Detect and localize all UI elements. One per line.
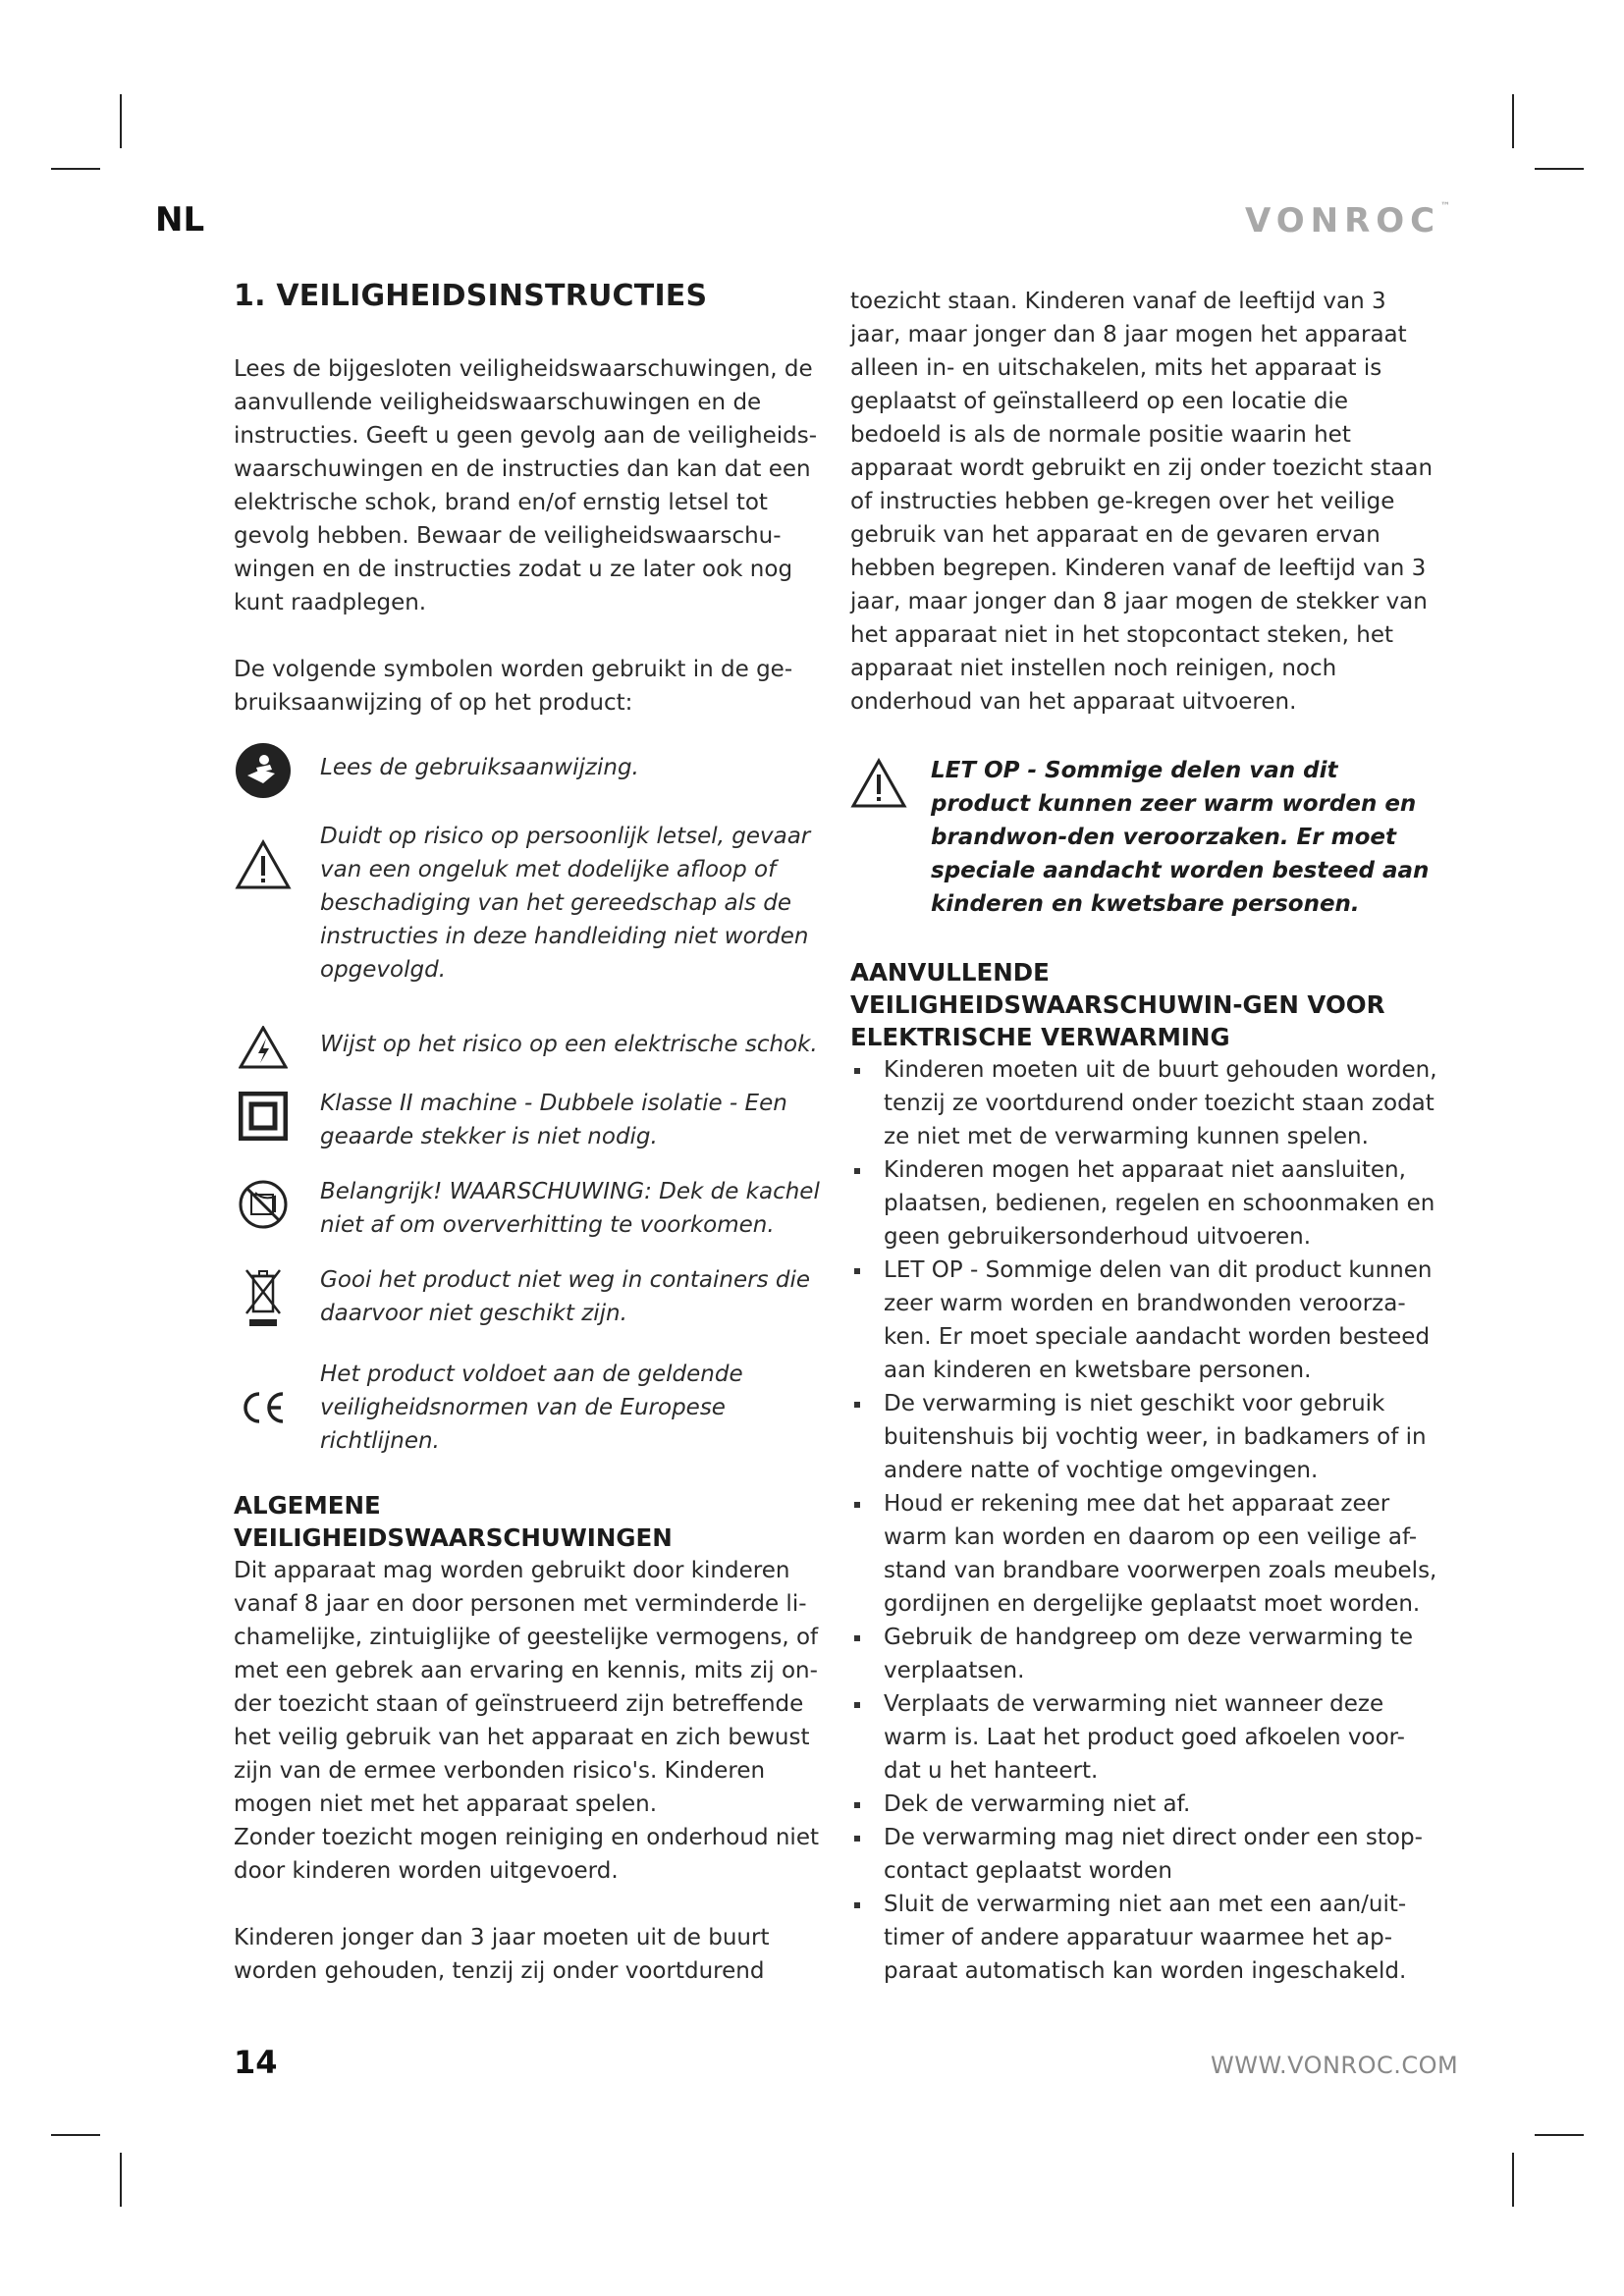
symbol-text: Gooi het product niet weg in containers die daarvoor niet geschikt zijn. bbox=[320, 1267, 811, 1326]
crop-mark bbox=[51, 2134, 100, 2136]
symbol-text: Het product voldoet aan de geldende veiligheidsnormen van de Europese richtlijnen. bbox=[320, 1362, 743, 1454]
brand-logo: VONROC™ bbox=[1245, 201, 1451, 240]
weee-bin-icon bbox=[234, 1263, 293, 1332]
right-column bbox=[850, 285, 1439, 1988]
list-item: Kinderen moeten uit de buurt gehouden worden, tenzij ze voortdurend onder toezicht staan zodat ze niet met de verwarming kunnen spelen. bbox=[850, 1053, 1439, 1153]
symbol-row-ce bbox=[234, 1358, 823, 1458]
language-code: NL bbox=[155, 200, 205, 240]
page-number: 14 bbox=[234, 2044, 278, 2081]
warning-triangle-icon bbox=[234, 820, 293, 1006]
symbol-text: Wijst op het risico op een elektrische schok. bbox=[320, 1032, 818, 1057]
symbol-row-class-ii bbox=[234, 1087, 823, 1153]
ce-mark-icon bbox=[234, 1358, 293, 1458]
section-title: 1. VEILIGHEIDSINSTRUCTIES bbox=[234, 279, 708, 313]
crop-mark bbox=[1535, 168, 1584, 170]
crop-mark bbox=[120, 94, 122, 148]
symbol-text: Klasse II machine - Dubbele isolatie - Een geaarde stekker is niet nodig. bbox=[320, 1091, 787, 1149]
list-item: Gebruik de handgreep om deze verwarming te verplaatsen. bbox=[850, 1621, 1439, 1687]
list-item: LET OP - Sommige delen van dit product kunnen zeer warm worden en brandwonden veroorza-ken. Er moet speciale aandacht worden besteed aan kinderen en kwetsbare personen. bbox=[850, 1254, 1439, 1387]
electric-shock-icon bbox=[234, 1028, 293, 1067]
symbol-row-read-manual bbox=[234, 741, 823, 800]
general-paragraph-1: Dit apparaat mag worden gebruikt door kinderen vanaf 8 jaar en door personen met verminderde li-chamelijke, zintuiglijke of geestelijke vermogens, of met een gebrek aan ervaring en kennis, mits zij on-der toezicht staan of geïnstrueerd zijn betreffende het veilig gebruik van het apparaat en zich bewust zijn van de ermee verbonden risico's. Kinderen mogen niet met het apparaat spelen. bbox=[234, 1558, 819, 1817]
heater-warnings-heading: AANVULLENDE VEILIGHEIDSWAARSCHUWIN-GEN VOOR ELEKTRISCHE VERWARMING bbox=[850, 958, 1385, 1051]
crop-mark bbox=[1512, 2153, 1514, 2207]
symbol-row-warning bbox=[234, 820, 823, 1006]
crop-mark bbox=[1535, 2134, 1584, 2136]
general-warnings-heading: ALGEMENE VEILIGHEIDSWAARSCHUWINGEN bbox=[234, 1491, 673, 1552]
symbol-row-electric-shock bbox=[234, 1028, 823, 1067]
left-column bbox=[234, 280, 823, 1988]
symbol-text: Lees de gebruiksaanwijzing. bbox=[320, 755, 639, 780]
warning-triangle-icon bbox=[850, 754, 909, 819]
crop-mark bbox=[1512, 94, 1514, 148]
list-item: Houd er rekening mee dat het apparaat zeer warm kan worden en daarom op een veilige af-stand van brandbare voorwerpen zoals meubels, gordijnen en dergelijke geplaatst moet worden. bbox=[850, 1487, 1439, 1621]
intro-paragraph: Lees de bijgesloten veiligheidswaarschuwingen, de aanvullende veiligheidswaarschuwingen en de instructies. Geeft u geen gevolg aan de veiligheids-waarschuwingen en de instructies dan kan dat een elektrische schok, brand en/of ernstig letsel tot gevolg hebben. Bewaar de veiligheidswaarschu-wingen en de instructies zodat u ze later ook nog kunt raadplegen. bbox=[234, 356, 818, 615]
caution-text: LET OP - Sommige delen van dit product kunnen zeer warm worden en brandwon-den veroorzaken. Er moet speciale aandacht worden besteed aan kinderen en kwetsbare personen. bbox=[931, 758, 1430, 917]
crop-mark bbox=[120, 2153, 122, 2207]
heater-warnings-list bbox=[850, 1053, 1439, 1988]
list-item: Dek de verwarming niet af. bbox=[850, 1788, 1439, 1821]
general-paragraph-3: Kinderen jonger dan 3 jaar moeten uit de buurt worden gehouden, tenzij zij onder voortdurend bbox=[234, 1925, 770, 1984]
crop-mark bbox=[51, 168, 100, 170]
symbol-text: Duidt op risico op persoonlijk letsel, gevaar van een ongeluk met dodelijke afloop of beschadiging van het gereedschap als de instructies in deze handleiding niet worden opgevolgd. bbox=[320, 824, 811, 983]
list-item: Sluit de verwarming niet aan met een aan/uit-timer of andere apparatuur waarmee het ap-paraat automatisch kan worden ingeschakeld. bbox=[850, 1888, 1439, 1988]
continued-paragraph: toezicht staan. Kinderen vanaf de leeftijd van 3 jaar, maar jonger dan 8 jaar mogen het apparaat alleen in- en uitschakelen, mits het apparaat is geplaatst of geïnstalleerd op een locatie die bedoeld is als de normale positie waarin het apparaat wordt gebruikt en zij onder toezicht staan of instructies hebben ge-kregen over het veilige gebruik van het apparaat en de gevaren ervan hebben begrepen. Kinderen vanaf de leeftijd van 3 jaar, maar jonger dan 8 jaar mogen de stekker van het apparaat niet in het stopcontact steken, het apparaat niet instellen noch reinigen, noch onderhoud van het apparaat uitvoeren. bbox=[850, 289, 1434, 715]
symbol-row-weee bbox=[234, 1263, 823, 1332]
general-paragraph-2: Zonder toezicht mogen reiniging en onderhoud niet door kinderen worden uitgevoerd. bbox=[234, 1825, 819, 1884]
website-url: WWW.VONROC.COM bbox=[1211, 2052, 1459, 2079]
symbols-intro: De volgende symbolen worden gebruikt in de ge-bruiksaanwijzing of op het product: bbox=[234, 657, 793, 716]
caution-box bbox=[850, 754, 1439, 921]
symbol-text: Belangrijk! WAARSCHUWING: Dek de kachel niet af om oververhitting te voorkomen. bbox=[320, 1179, 820, 1238]
list-item: De verwarming mag niet direct onder een stop-contact geplaatst worden bbox=[850, 1821, 1439, 1888]
class-ii-icon bbox=[234, 1087, 293, 1146]
symbol-row-do-not-cover bbox=[234, 1175, 823, 1242]
list-item: Verplaats de verwarming niet wanneer deze warm is. Laat het product goed afkoelen voor-dat u het hanteert. bbox=[850, 1687, 1439, 1788]
read-manual-icon bbox=[234, 741, 293, 800]
list-item: Kinderen mogen het apparaat niet aansluiten, plaatsen, bedienen, regelen en schoonmaken en geen gebruikersonderhoud uitvoeren. bbox=[850, 1153, 1439, 1254]
list-item: De verwarming is niet geschikt voor gebruik buitenshuis bij vochtig weer, in badkamers of in andere natte of vochtige omgevingen. bbox=[850, 1387, 1439, 1487]
do-not-cover-icon bbox=[234, 1175, 293, 1234]
